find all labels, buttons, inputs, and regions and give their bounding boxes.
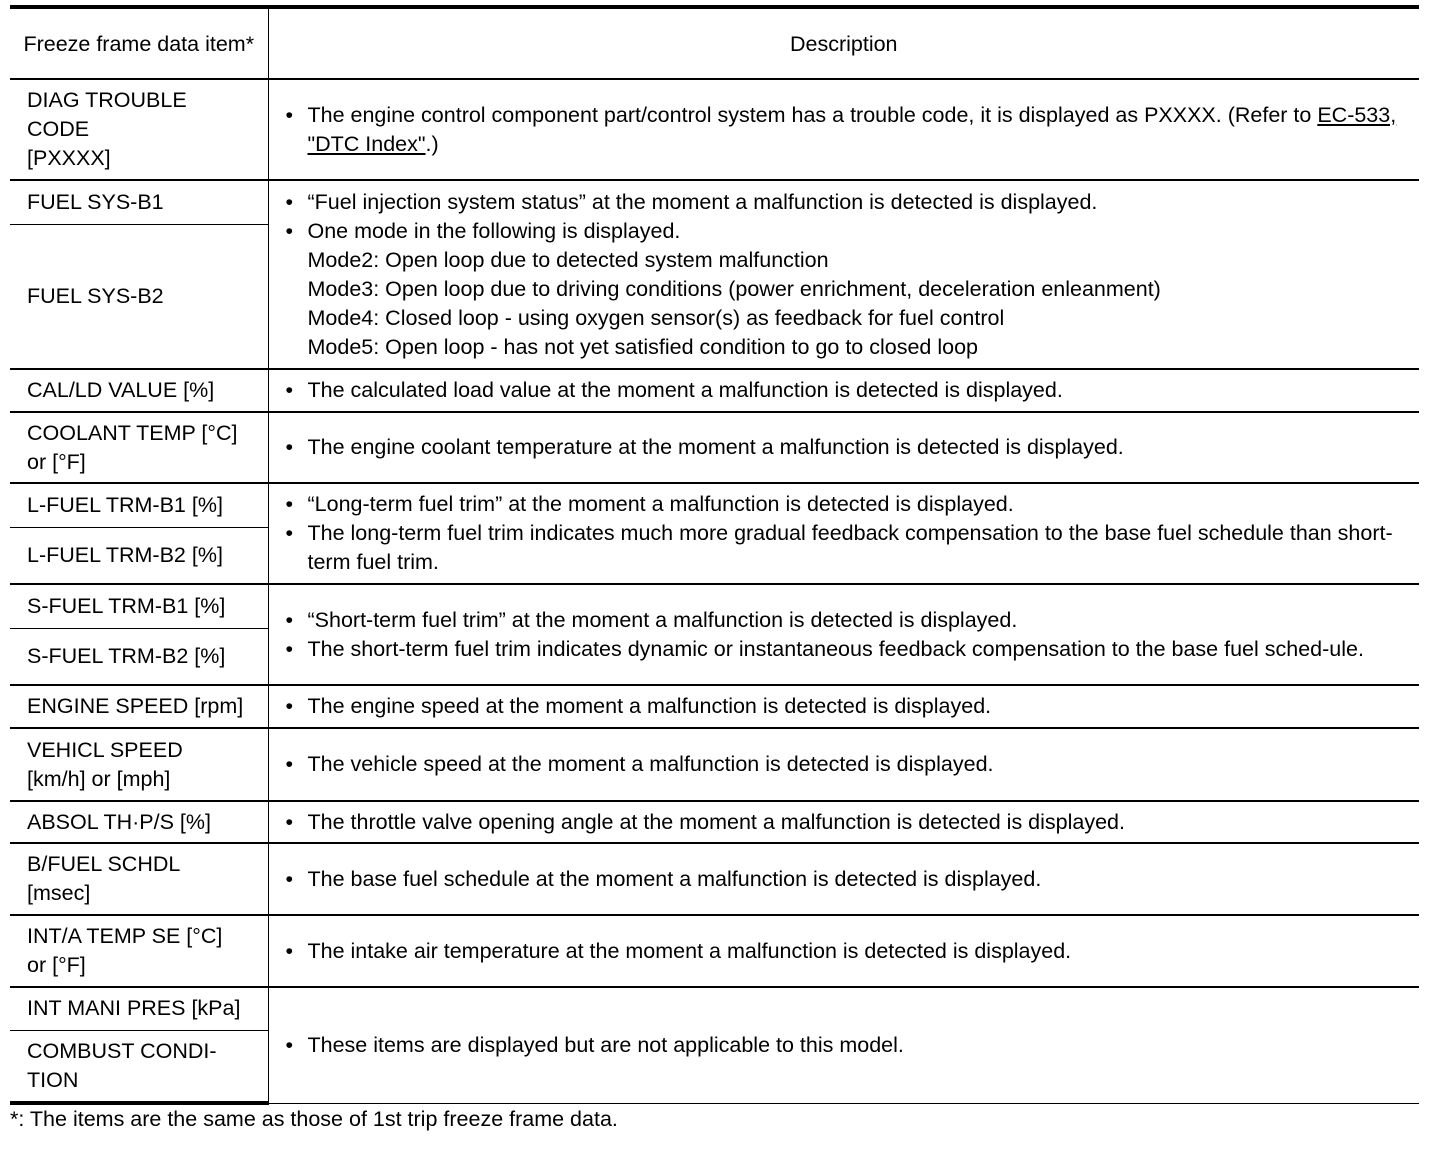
item-engine-speed: ENGINE SPEED [rpm] xyxy=(10,685,268,728)
dtc-index-link[interactable]: EC-533, "DTC Index" xyxy=(307,102,1397,156)
item-s-fuel-trm-b1: S-FUEL TRM-B1 [%] xyxy=(10,584,268,628)
item-absol-th-ps: ABSOL TH·P/S [%] xyxy=(10,801,268,843)
desc-not-applicable xyxy=(268,987,1419,1103)
desc-absol-th-ps xyxy=(268,801,1419,843)
list-item: • “Long-term fuel trim” at the moment a malfunction is detected is displayed. xyxy=(285,490,1416,519)
mode-line: Mode4: Closed loop - using oxygen sensor(s) as feedback for fuel control xyxy=(307,305,1005,330)
table-row xyxy=(10,79,1419,180)
table-header-row xyxy=(10,7,1419,79)
table-row xyxy=(10,412,1419,483)
item-diag-trouble-code: DIAG TROUBLE CODE [PXXXX] xyxy=(10,79,268,180)
list-item: • The vehicle speed at the moment a malfunction is detected is displayed. xyxy=(285,750,1416,779)
item-coolant-temp: COOLANT TEMP [°C] or [°F] xyxy=(10,412,268,483)
list-item: • The intake air temperature at the moment a malfunction is detected is displayed. xyxy=(285,937,1416,966)
freeze-frame-table xyxy=(10,5,1419,1105)
item-fuel-sys-b2: FUEL SYS-B2 xyxy=(10,224,268,369)
list-item: • The engine coolant temperature at the moment a malfunction is detected is displayed. xyxy=(285,433,1416,462)
list-item: • The long-term fuel trim indicates much more gradual feedback compensation to the base fuel schedule than short-term fuel trim. xyxy=(285,519,1416,577)
table-row xyxy=(10,483,1419,527)
header-item: Freeze frame data item* xyxy=(10,7,268,79)
list-item: • “Fuel injection system status” at the moment a malfunction is detected is displayed. xyxy=(285,188,1416,217)
list-item: • The engine speed at the moment a malfunction is detected is displayed. xyxy=(285,692,1416,721)
desc-b-fuel-schdl xyxy=(268,843,1419,915)
desc-l-fuel-trm xyxy=(268,483,1419,584)
list-item: • “Short-term fuel trim” at the moment a malfunction is detected is displayed. xyxy=(285,606,1416,635)
desc-int-a-temp-se xyxy=(268,915,1419,987)
table-row xyxy=(10,987,1419,1030)
header-description: Description xyxy=(268,7,1419,79)
mode-line: Mode2: Open loop due to detected system malfunction xyxy=(307,247,829,272)
item-int-a-temp-se: INT/A TEMP SE [°C] or [°F] xyxy=(10,915,268,987)
item-l-fuel-trm-b2: L-FUEL TRM-B2 [%] xyxy=(10,527,268,584)
mode-line: Mode5: Open loop - has not yet satisfied condition to go to closed loop xyxy=(307,334,979,359)
item-vehicl-speed: VEHICL SPEED [km/h] or [mph] xyxy=(10,728,268,801)
item-s-fuel-trm-b2: S-FUEL TRM-B2 [%] xyxy=(10,628,268,685)
item-cal-ld-value: CAL/LD VALUE [%] xyxy=(10,369,268,412)
list-item: • The short-term fuel trim indicates dynamic or instantaneous feedback compensation to the base fuel sched-ule. xyxy=(285,635,1416,664)
desc-diag-trouble-code xyxy=(268,79,1419,180)
list-item: • The base fuel schedule at the moment a malfunction is detected is displayed. xyxy=(285,865,1416,894)
table-row xyxy=(10,584,1419,628)
table-row xyxy=(10,369,1419,412)
item-int-mani-pres: INT MANI PRES [kPa] xyxy=(10,987,268,1030)
table-row xyxy=(10,801,1419,843)
desc-fuel-sys xyxy=(268,180,1419,369)
list-item: • These items are displayed but are not applicable to this model. xyxy=(285,1031,1416,1060)
desc-vehicl-speed xyxy=(268,728,1419,801)
desc-coolant-temp xyxy=(268,412,1419,483)
table-row xyxy=(10,728,1419,801)
item-fuel-sys-b1: FUEL SYS-B1 xyxy=(10,180,268,224)
table-row xyxy=(10,180,1419,224)
list-item: • The calculated load value at the moment a malfunction is detected is displayed. xyxy=(285,376,1416,405)
desc-s-fuel-trm xyxy=(268,584,1419,685)
mode-line: Mode3: Open loop due to driving conditions (power enrichment, deceleration enleanment) xyxy=(307,276,1161,301)
desc-engine-speed xyxy=(268,685,1419,728)
list-item: • The throttle valve opening angle at the moment a malfunction is detected is displayed. xyxy=(285,808,1416,837)
item-b-fuel-schdl: B/FUEL SCHDL [msec] xyxy=(10,843,268,915)
footnote: *: The items are the same as those of 1st trip freeze frame data. xyxy=(10,1107,618,1131)
list-item: • The engine control component part/control system has a trouble code, it is displayed as PXXXX. (Refer to EC-533, "DTC Index".) xyxy=(285,101,1416,159)
table-row xyxy=(10,843,1419,915)
item-combust-condition: COMBUST CONDI- TION xyxy=(10,1030,268,1103)
table-row xyxy=(10,685,1419,728)
desc-cal-ld-value xyxy=(268,369,1419,412)
table-row xyxy=(10,915,1419,987)
item-l-fuel-trm-b1: L-FUEL TRM-B1 [%] xyxy=(10,483,268,527)
list-item: • One mode in the following is displayed. Mode2: Open loop due to detected system malfunction Mode3: Open loop due to driving conditions (power enrichment, deceleration enleanment) Mode4: Closed loop - using oxygen sensor(s) as feedback for fuel control Mode5: Open loop - has not yet satisfied condition to go to closed loop xyxy=(285,217,1416,362)
